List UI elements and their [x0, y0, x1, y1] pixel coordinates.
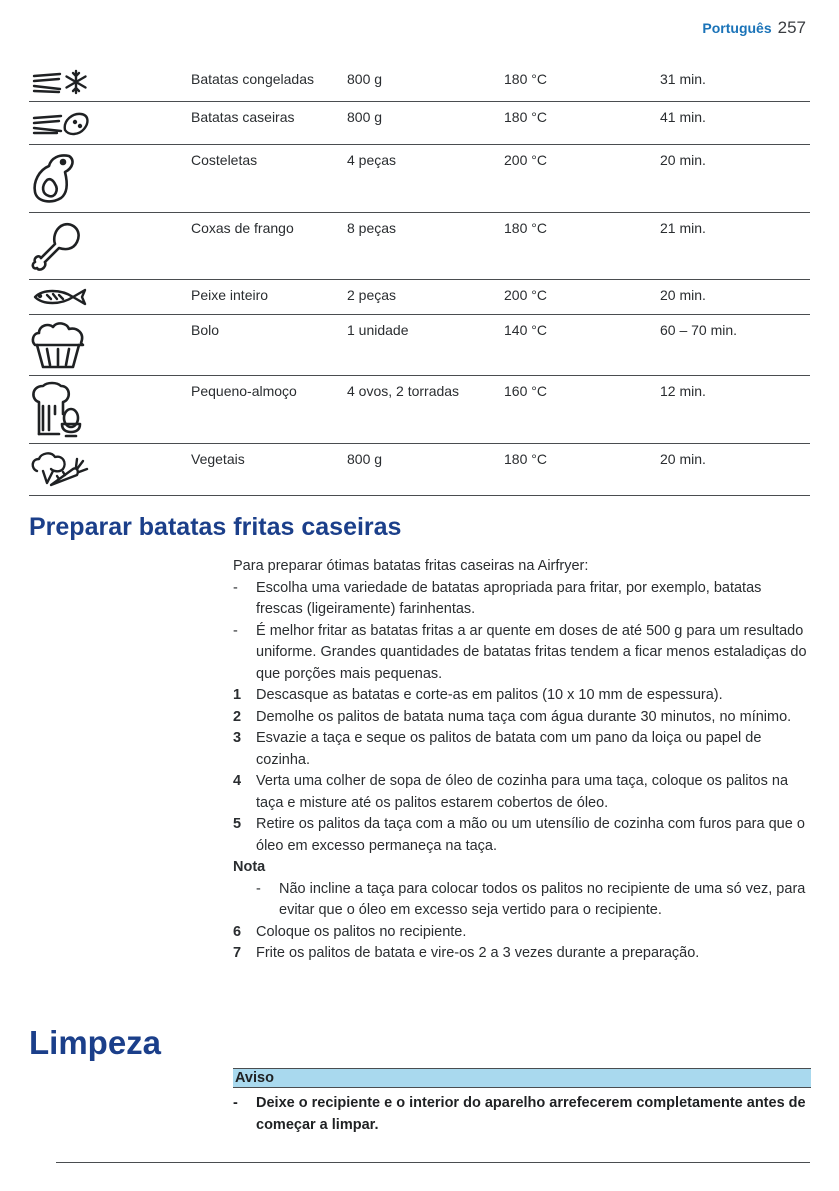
- breakfast-icon: [29, 380, 87, 438]
- step-number: 1: [233, 687, 242, 703]
- step-item: 6 Coloque os palitos no recipiente.: [233, 922, 811, 944]
- quantity-cell: 800 g: [347, 64, 504, 101]
- warning-item: - Deixe o recipiente e o interior do aparelho arrefecerem completamente antes de começar a limpar.: [233, 1093, 811, 1136]
- table-row: [29, 101, 810, 144]
- step-number: 5: [233, 816, 242, 832]
- temperature-cell: 140 °C: [504, 314, 660, 375]
- step-number: 4: [233, 773, 242, 789]
- list-item: - Escolha uma variedade de batatas apropriada para fritar, por exemplo, batatas frescas (ligeiramente) farinhentas.: [233, 578, 811, 621]
- time-cell: 20 min.: [660, 279, 810, 314]
- quantity-cell: 1 unidade: [347, 314, 504, 375]
- muffin-icon: [29, 319, 87, 371]
- footer-divider: [56, 1162, 810, 1163]
- quantity-cell: 800 g: [347, 443, 504, 495]
- section-title-fries: Preparar batatas fritas caseiras: [29, 513, 402, 541]
- frozen-fries-icon: [29, 67, 91, 97]
- step-number: 2: [233, 708, 242, 725]
- food-cell: Bolo: [191, 314, 347, 375]
- step-item: 2 Demolhe os palitos de batata numa taça com água durante 30 minutos, no mínimo.: [233, 707, 811, 729]
- step-item: 5 Retire os palitos da taça com a mão ou um utensílio de cozinha com furos para que o óleo em excesso permaneça na taça.: [233, 814, 811, 857]
- quantity-cell: 4 ovos, 2 torradas: [347, 375, 504, 443]
- note-title: Nota: [233, 859, 266, 875]
- temperature-cell: 160 °C: [504, 375, 660, 443]
- list-item: - É melhor fritar as batatas fritas a ar quente em doses de até 500 g para um resultado uniforme. Grandes quantidades de batatas fritas tendem a ficar menos estaladiças do que porções mais pequenas.: [233, 621, 811, 686]
- time-cell: 20 min.: [660, 443, 810, 495]
- fries-instructions: [233, 556, 811, 965]
- warning-label: Aviso: [233, 1068, 811, 1088]
- bullet-marker: -: [256, 880, 261, 897]
- time-cell: 60 – 70 min.: [660, 314, 810, 375]
- temperature-cell: 180 °C: [504, 101, 660, 144]
- temperature-cell: 180 °C: [504, 443, 660, 495]
- table-row: [29, 212, 810, 279]
- page-number: 257: [777, 18, 806, 37]
- bullet-marker: -: [233, 622, 238, 639]
- time-cell: 12 min.: [660, 375, 810, 443]
- table-row: [29, 443, 810, 495]
- drumstick-icon: [29, 218, 85, 274]
- food-cell: Pequeno-almoço: [191, 375, 347, 443]
- table-row: [29, 64, 810, 101]
- time-cell: 20 min.: [660, 144, 810, 212]
- food-cell: Coxas de frango: [191, 212, 347, 279]
- food-cell: Batatas caseiras: [191, 101, 347, 144]
- quantity-cell: 8 peças: [347, 212, 504, 279]
- step-item: 7 Frite os palitos de batata e vire-os 2 a 3 vezes durante a preparação.: [233, 943, 811, 965]
- food-cell: Batatas congeladas: [191, 64, 347, 101]
- fish-icon: [29, 286, 91, 308]
- food-cell: Costeletas: [191, 144, 347, 212]
- bullet-marker: -: [233, 1095, 238, 1111]
- quantity-cell: 800 g: [347, 101, 504, 144]
- step-number: 6: [233, 923, 242, 940]
- quantity-cell: 4 peças: [347, 144, 504, 212]
- table-row: [29, 144, 810, 212]
- language-label: Português: [702, 20, 772, 36]
- temperature-cell: 180 °C: [504, 64, 660, 101]
- vegetables-icon: [29, 449, 89, 489]
- note-item: - Não incline a taça para colocar todos os palitos no recipiente de uma só vez, para evitar que o óleo em excesso seja vertido para o recipiente.: [256, 879, 811, 922]
- section-title-cleaning: Limpeza: [29, 1024, 162, 1061]
- table-row: [29, 375, 810, 443]
- temperature-cell: 200 °C: [504, 279, 660, 314]
- step-number: 3: [233, 730, 242, 746]
- time-cell: 31 min.: [660, 64, 810, 101]
- step-item: 4 Verta uma colher de sopa de óleo de cozinha para uma taça, coloque os palitos na taça e misture até os palitos estarem cobertos de óleo.: [233, 771, 811, 814]
- step-number: 7: [233, 945, 242, 961]
- temperature-cell: 200 °C: [504, 144, 660, 212]
- food-cell: Peixe inteiro: [191, 279, 347, 314]
- time-cell: 41 min.: [660, 101, 810, 144]
- step-item: 1 Descasque as batatas e corte-as em palitos (10 x 10 mm de espessura).: [233, 685, 811, 707]
- table-row: [29, 314, 810, 375]
- food-cell: Vegetais: [191, 443, 347, 495]
- step-item: 3 Esvazie a taça e seque os palitos de batata com um pano da loiça ou papel de cozinha.: [233, 728, 811, 771]
- homemade-fries-icon: [29, 108, 91, 138]
- quantity-cell: 2 peças: [347, 279, 504, 314]
- chop-icon: [29, 150, 79, 206]
- warning-box: [233, 1068, 811, 1136]
- intro-text: Para preparar ótimas batatas fritas caseiras na Airfryer:: [233, 558, 589, 574]
- table-row: [29, 279, 810, 314]
- time-cell: 21 min.: [660, 212, 810, 279]
- page-header: [702, 18, 806, 38]
- cooking-table: [29, 64, 810, 496]
- bullet-marker: -: [233, 579, 238, 596]
- temperature-cell: 180 °C: [504, 212, 660, 279]
